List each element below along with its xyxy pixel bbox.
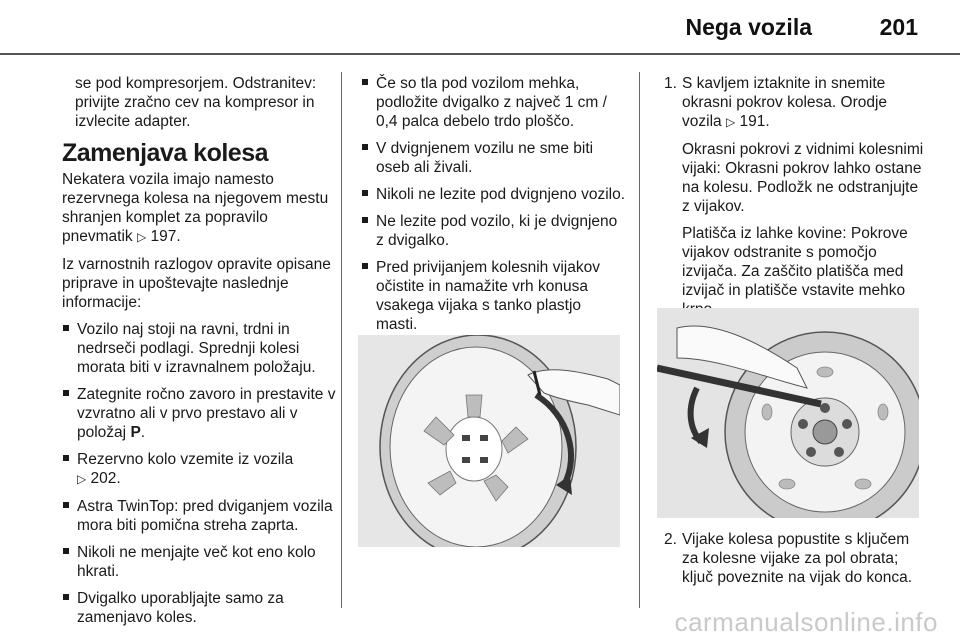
column-1 [62,74,336,635]
bullet-text: Nikoli ne menjajte več kot eno kolo hkrati. [77,544,316,580]
wheel-wrench-drawing [657,308,919,518]
bullet-item [62,497,336,535]
paragraph-text: Nekatera vozila imajo namesto rezervnega kolesa na njegovem mestu shranjen komplet za popravilo pnevmatik [62,171,329,245]
bullet-item [361,74,625,131]
bullet-square-icon [63,502,69,508]
paragraph-safety: Iz varnostnih razlogov opravite opisane priprave in upoštevajte naslednje informacije: [62,256,331,311]
column-2 [361,74,625,342]
bullet-square-icon [362,79,368,85]
bullet-text-end: . [140,424,146,441]
bullet-text: V dvignjenem vozilu ne sme biti oseb ali živali. [376,140,594,176]
bullet-square-icon [362,217,368,223]
bullet-text: Ne lezite pod vozilo, ki je dvignjeno z dvigalko. [376,213,618,249]
step-number: 2. [664,531,677,548]
reference-arrow-icon: ▷ [136,230,147,244]
bullet-square-icon [362,263,368,269]
bullet-square-icon [362,190,368,196]
bullet-square-icon [63,455,69,461]
reference-arrow-icon: ▷ [725,115,736,129]
bullet-square-icon [63,594,69,600]
column-divider-2 [639,72,640,608]
gear-position-label: P [130,424,141,441]
paragraph-repair-kit [62,170,336,247]
reference-arrow-icon: ▷ [77,472,87,486]
bullet-item [361,139,625,177]
wheel-bolt-loosening-illustration [657,308,919,518]
intro-paragraph: se pod kompresorjem. Odstranitev: privijte zračno cev na kompresor in izvlecite adapter. [75,75,317,130]
bullet-item [361,258,625,334]
bullet-text: Zategnite ročno zavoro in prestavite v vzvratno ali v prvo prestavo ali v položaj [77,386,336,441]
page-header-title: Nega vozila [685,14,812,40]
bullet-item [361,185,625,204]
bullet-square-icon [63,548,69,554]
step-text: Vijake kolesa popustite s ključem za kolesne vijake za pol obrata; ključ poveznite na vijak do konca. [682,531,913,586]
watermark: carmanualsonline.info [674,607,938,637]
header-rule [0,53,960,55]
hubcap-removal-illustration [358,335,620,547]
bullet-text: Astra TwinTop: pred dviganjem vozila mora biti pomična streha zaprta. [77,498,333,534]
bullet-item [62,589,336,627]
bullet-text: Nikoli ne lezite pod dvignjeno vozilo. [376,186,626,203]
step-1-note-alloy: Platišča iz lahke kovine: Pokrove vijakov odstranite s pomočjo izvijača. Za zaščito platišča med izvijač in platišče vstavite mehko [682,225,908,299]
step-2 [664,530,924,587]
bullet-item [62,385,336,442]
bullet-square-icon [63,390,69,396]
step-text: S kavljem iztaknite in snemite okrasni pokrov kolesa. Orodje vozila [682,75,888,130]
bullet-item [62,543,336,581]
column-divider-1 [341,72,342,608]
page-reference: 197. [150,228,181,245]
section-heading: Zamenjava kolesa [62,139,269,167]
bullet-square-icon [362,144,368,150]
bullet-text: Če so tla pod vozilom mehka, podložite dvigalko z največ 1 cm / 0,4 palca debelo trdo ploščo. [376,75,607,130]
step-number: 1. [664,75,677,92]
bullet-text: Dvigalko uporabljajte samo za zamenjavo koles. [77,590,284,626]
column-3-lower [664,530,924,595]
bullet-text: Pred privijanjem kolesnih vijakov očistite in namažite vrh konusa vsakega vijaka s tanko plastjo masti. [376,259,600,333]
bullet-item [361,212,625,250]
bullet-item [62,320,336,377]
bullet-text: Rezervno kolo vzemite iz vozila [77,451,294,468]
step-1 [664,74,924,132]
bullet-square-icon [63,325,69,331]
bullet-text: Vozilo naj stoji na ravni, trdni in nedrseči podlagi. Sprednji kolesi morata biti v izravnalnem položaju. [77,321,316,376]
step-1-note-hubcaps: Okrasni pokrovi z vidnimi kolesnimi vijaki: Okrasni pokrov lahko ostane na kolesu. Podložk ne odstranjujte z vijakov. [682,141,924,215]
page-reference: 202. [90,470,121,487]
page-reference: 191. [739,113,770,130]
bullet-item [62,450,336,489]
page-number: 201 [879,14,918,40]
wheel-hubcap-drawing [358,335,620,547]
column-3 [664,74,924,327]
